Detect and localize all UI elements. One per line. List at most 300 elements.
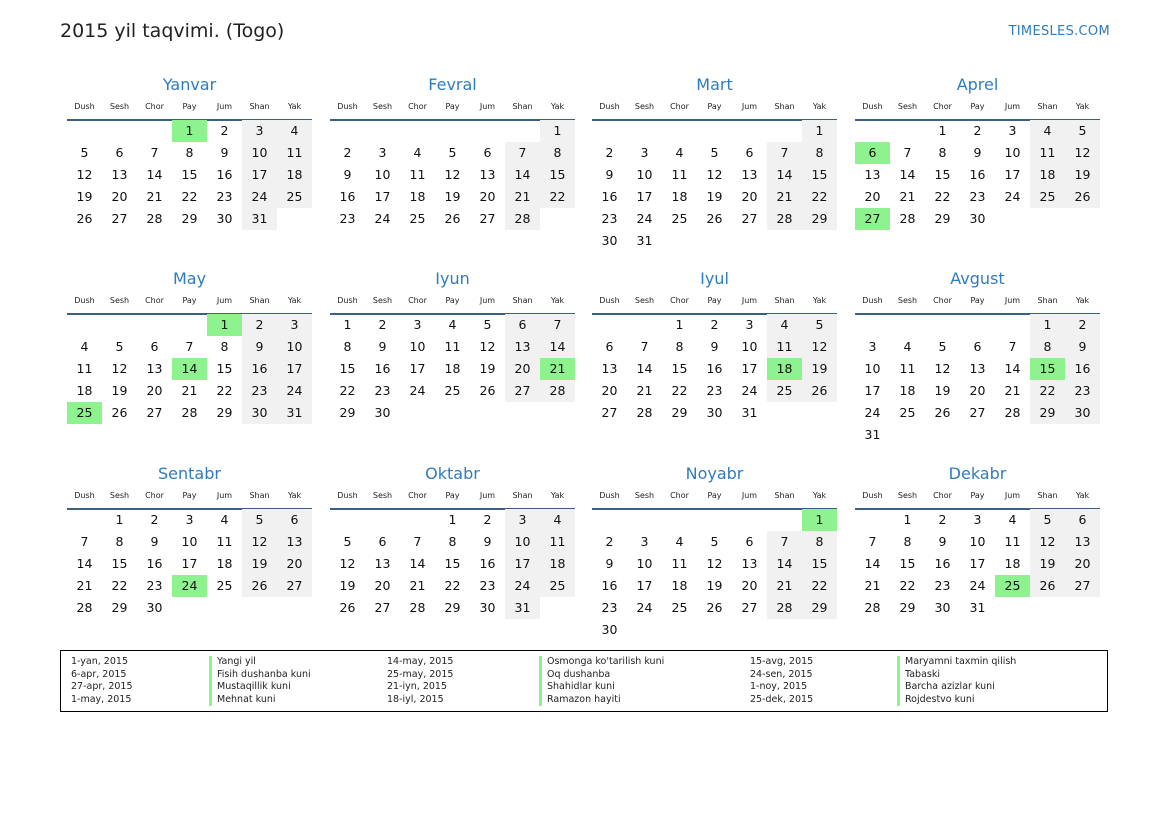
day-cell: 5 — [710, 145, 719, 160]
day-cell: 25 — [1030, 186, 1065, 208]
weekday-label: Pay — [182, 491, 197, 500]
day-cell: 1 — [115, 512, 124, 527]
holiday-day-cell: 25 — [67, 402, 102, 424]
weekday-label: Pay — [445, 491, 460, 500]
day-cell: 16 — [706, 361, 723, 376]
day-cell: 29 — [216, 405, 233, 420]
day-cell: 26 — [76, 211, 93, 226]
weekday-label: Dush — [599, 491, 620, 500]
site-brand-link[interactable]: TIMESLES.COM — [1008, 24, 1110, 39]
day-cell: 10 — [409, 339, 426, 354]
day-cell: 17 — [181, 556, 198, 571]
day-cell: 5 — [115, 339, 124, 354]
day-cell: 18 — [277, 164, 312, 186]
day-cell: 23 — [374, 383, 391, 398]
day-cell: 22 — [216, 383, 233, 398]
day-cell: 6 — [115, 145, 124, 160]
day-cell: 31 — [242, 208, 277, 230]
day-cell: 14 — [409, 556, 426, 571]
day-cell: 29 — [899, 600, 916, 615]
day-cell: 27 — [741, 211, 758, 226]
day-cell: 24 — [636, 600, 653, 615]
day-cell: 16 — [601, 189, 618, 204]
day-cell: 5 — [1030, 509, 1065, 531]
day-cell: 22 — [934, 189, 951, 204]
weekday-label: Dush — [862, 102, 883, 111]
day-cell: 20 — [969, 383, 986, 398]
day-cell: 22 — [111, 578, 128, 593]
day-cell: 3 — [505, 509, 540, 531]
day-cell: 8 — [220, 339, 229, 354]
weekday-label: Dush — [862, 491, 883, 500]
weekday-label: Shan — [774, 491, 795, 500]
weekday-label: Jum — [216, 491, 233, 500]
day-cell: 12 — [339, 556, 356, 571]
legend-dates-3 — [750, 656, 813, 706]
day-cell: 31 — [636, 233, 653, 248]
day-cell: 13 — [741, 167, 758, 182]
day-cell: 27 — [969, 405, 986, 420]
day-cell: 4 — [80, 339, 89, 354]
day-cell: 7 — [767, 531, 802, 553]
holiday-day-cell: 25 — [995, 575, 1030, 597]
day-cell: 23 — [934, 578, 951, 593]
day-cell: 21 — [767, 186, 802, 208]
weekday-label: Jum — [741, 102, 758, 111]
legend-date: 21-iyn, 2015 — [387, 681, 448, 692]
day-cell: 23 — [339, 211, 356, 226]
day-cell: 2 — [378, 317, 387, 332]
day-cell: 12 — [802, 336, 837, 358]
day-cell: 24 — [277, 380, 312, 402]
legend-holiday-name: Yangi yil — [209, 656, 311, 669]
weekday-label: Yak — [812, 102, 827, 111]
weekday-label: Yak — [812, 491, 827, 500]
month-name: Yanvar — [162, 75, 217, 94]
day-cell: 23 — [1065, 380, 1100, 402]
weekday-label: Pay — [445, 102, 460, 111]
day-cell: 3 — [640, 534, 649, 549]
weekday-label: Shan — [249, 491, 270, 500]
day-cell: 12 — [242, 531, 277, 553]
day-cell: 17 — [636, 189, 653, 204]
weekday-label: Yak — [287, 491, 302, 500]
weekday-label: Jum — [479, 102, 496, 111]
day-cell: 31 — [741, 405, 758, 420]
day-cell: 29 — [802, 208, 837, 230]
month-name: Sentabr — [158, 464, 221, 483]
month-name: Noyabr — [685, 464, 744, 483]
day-cell: 27 — [505, 380, 540, 402]
weekday-label: Sesh — [897, 491, 918, 500]
legend-date: 1-yan, 2015 — [71, 656, 128, 667]
day-cell: 19 — [934, 383, 951, 398]
day-cell: 30 — [1065, 402, 1100, 424]
day-cell: 27 — [479, 211, 496, 226]
weekday-label: Sesh — [372, 296, 393, 305]
day-cell: 3 — [868, 339, 877, 354]
day-cell: 3 — [1008, 123, 1017, 138]
day-cell: 7 — [903, 145, 912, 160]
holiday-day-cell: 1 — [172, 120, 207, 142]
legend-date: 6-apr, 2015 — [71, 668, 127, 680]
day-cell: 2 — [605, 534, 614, 549]
day-cell: 9 — [150, 534, 159, 549]
month-divider — [592, 119, 837, 121]
legend-names-1 — [209, 656, 311, 706]
day-cell: 26 — [934, 405, 951, 420]
weekday-label: Shan — [249, 296, 270, 305]
holiday-day-cell: 1 — [802, 509, 837, 531]
holiday-day-cell: 18 — [767, 358, 802, 380]
day-cell: 4 — [220, 512, 229, 527]
weekday-label: Sesh — [109, 296, 130, 305]
day-cell: 7 — [413, 534, 422, 549]
weekday-label: Dush — [337, 102, 358, 111]
day-cell: 19 — [706, 578, 723, 593]
day-cell: 28 — [767, 597, 802, 619]
day-cell: 16 — [601, 578, 618, 593]
day-cell: 22 — [802, 186, 837, 208]
day-cell: 6 — [483, 145, 492, 160]
weekday-label: Dush — [74, 296, 95, 305]
day-cell: 30 — [374, 405, 391, 420]
day-cell: 29 — [671, 405, 688, 420]
weekday-label: Jum — [1004, 491, 1021, 500]
day-cell: 26 — [706, 600, 723, 615]
weekday-label: Sesh — [897, 296, 918, 305]
day-cell: 21 — [864, 578, 881, 593]
day-cell: 11 — [671, 556, 688, 571]
day-cell: 4 — [903, 339, 912, 354]
day-cell: 21 — [636, 383, 653, 398]
day-cell: 6 — [378, 534, 387, 549]
month-name: Fevral — [428, 75, 477, 94]
day-cell: 10 — [636, 556, 653, 571]
weekday-label: Jum — [741, 491, 758, 500]
day-cell: 29 — [934, 211, 951, 226]
weekday-label: Yak — [1075, 102, 1090, 111]
day-cell: 26 — [479, 383, 496, 398]
day-cell: 9 — [605, 556, 614, 571]
weekday-label: Jum — [216, 296, 233, 305]
day-cell: 6 — [505, 314, 540, 336]
day-cell: 4 — [413, 145, 422, 160]
day-cell: 25 — [767, 380, 802, 402]
day-cell: 1 — [802, 120, 837, 142]
day-cell: 30 — [242, 402, 277, 424]
day-cell: 15 — [540, 164, 575, 186]
day-cell: 22 — [339, 383, 356, 398]
day-cell: 1 — [675, 317, 684, 332]
day-cell: 9 — [605, 167, 614, 182]
weekday-label: Chor — [408, 102, 427, 111]
weekday-label: Yak — [550, 102, 565, 111]
holiday-day-cell: 15 — [1030, 358, 1065, 380]
weekday-label: Pay — [707, 491, 722, 500]
day-cell: 12 — [706, 556, 723, 571]
legend-holiday-name: Rojdestvo kuni — [897, 694, 1016, 707]
weekday-label: Chor — [933, 491, 952, 500]
day-cell: 3 — [973, 512, 982, 527]
day-cell: 26 — [111, 405, 128, 420]
day-cell: 13 — [741, 556, 758, 571]
day-cell: 21 — [899, 189, 916, 204]
day-cell: 24 — [409, 383, 426, 398]
day-cell: 21 — [76, 578, 93, 593]
day-cell: 23 — [969, 189, 986, 204]
day-cell: 31 — [864, 427, 881, 442]
weekday-label: Chor — [408, 491, 427, 500]
day-cell: 13 — [864, 167, 881, 182]
day-cell: 4 — [675, 145, 684, 160]
weekday-label: Sesh — [634, 102, 655, 111]
day-cell: 23 — [706, 383, 723, 398]
day-cell: 4 — [277, 120, 312, 142]
day-cell: 2 — [1065, 314, 1100, 336]
day-cell: 21 — [1004, 383, 1021, 398]
day-cell: 3 — [640, 145, 649, 160]
day-cell: 31 — [969, 600, 986, 615]
day-cell: 16 — [934, 556, 951, 571]
legend-date: 24-sen, 2015 — [750, 668, 813, 680]
day-cell: 19 — [479, 361, 496, 376]
legend-dates-1 — [71, 656, 133, 706]
day-cell: 19 — [444, 189, 461, 204]
day-cell: 20 — [277, 553, 312, 575]
day-cell: 4 — [767, 314, 802, 336]
weekday-label: Yak — [287, 102, 302, 111]
day-cell: 26 — [706, 211, 723, 226]
legend-date: 1-noy, 2015 — [750, 681, 808, 692]
day-cell: 11 — [671, 167, 688, 182]
legend-date: 15-avg, 2015 — [750, 656, 814, 667]
day-cell: 2 — [483, 512, 492, 527]
day-cell: 30 — [706, 405, 723, 420]
weekday-label: Chor — [145, 491, 164, 500]
day-cell: 27 — [1065, 575, 1100, 597]
legend-date: 1-may, 2015 — [71, 693, 132, 705]
day-cell: 18 — [409, 189, 426, 204]
day-cell: 16 — [1065, 358, 1100, 380]
day-cell: 30 — [216, 211, 233, 226]
day-cell: 31 — [505, 597, 540, 619]
day-cell: 7 — [640, 339, 649, 354]
day-cell: 7 — [150, 145, 159, 160]
day-cell: 10 — [969, 534, 986, 549]
weekday-label: Pay — [182, 102, 197, 111]
day-cell: 9 — [378, 339, 387, 354]
day-cell: 12 — [1030, 531, 1065, 553]
day-cell: 16 — [146, 556, 163, 571]
day-cell: 1 — [1030, 314, 1065, 336]
day-cell: 24 — [741, 383, 758, 398]
day-cell: 28 — [505, 208, 540, 230]
day-cell: 2 — [938, 512, 947, 527]
legend-names-3 — [897, 656, 1016, 706]
day-cell: 21 — [146, 189, 163, 204]
day-cell: 10 — [864, 361, 881, 376]
day-cell: 9 — [483, 534, 492, 549]
day-cell: 13 — [505, 336, 540, 358]
holiday-day-cell: 21 — [540, 358, 575, 380]
day-cell: 12 — [934, 361, 951, 376]
weekday-label: Chor — [670, 102, 689, 111]
day-cell: 5 — [802, 314, 837, 336]
day-cell: 20 — [1065, 553, 1100, 575]
month-name: Iyun — [435, 269, 470, 288]
day-cell: 11 — [409, 167, 426, 182]
day-cell: 8 — [903, 534, 912, 549]
day-cell: 5 — [710, 534, 719, 549]
day-cell: 30 — [601, 233, 618, 248]
weekday-label: Chor — [670, 296, 689, 305]
weekday-label: Chor — [933, 102, 952, 111]
day-cell: 11 — [540, 531, 575, 553]
weekday-label: Dush — [74, 102, 95, 111]
day-cell: 15 — [671, 361, 688, 376]
month-name: Iyul — [700, 269, 729, 288]
legend-date: 14-may, 2015 — [387, 656, 454, 667]
month-name: Dekabr — [948, 464, 1007, 483]
day-cell: 23 — [216, 189, 233, 204]
day-cell: 17 — [741, 361, 758, 376]
day-cell: 2 — [343, 145, 352, 160]
day-cell: 10 — [741, 339, 758, 354]
day-cell: 26 — [242, 575, 277, 597]
day-cell: 20 — [111, 189, 128, 204]
weekday-label: Jum — [741, 296, 758, 305]
day-cell: 20 — [479, 189, 496, 204]
day-cell: 1 — [540, 120, 575, 142]
day-cell: 23 — [146, 578, 163, 593]
day-cell: 12 — [479, 339, 496, 354]
day-cell: 10 — [242, 142, 277, 164]
legend-names-2 — [539, 656, 664, 706]
day-cell: 9 — [343, 167, 352, 182]
day-cell: 10 — [636, 167, 653, 182]
day-cell: 28 — [76, 600, 93, 615]
day-cell: 19 — [706, 189, 723, 204]
legend-holiday-name: Osmonga ko'tarilish kuni — [539, 656, 664, 669]
day-cell: 8 — [185, 145, 194, 160]
day-cell: 28 — [181, 405, 198, 420]
legend-holiday-name: Oq dushanba — [539, 669, 664, 682]
weekday-label: Yak — [550, 491, 565, 500]
day-cell: 13 — [969, 361, 986, 376]
day-cell: 8 — [115, 534, 124, 549]
weekday-label: Pay — [707, 296, 722, 305]
day-cell: 22 — [1030, 380, 1065, 402]
day-cell: 5 — [483, 317, 492, 332]
day-cell: 15 — [802, 164, 837, 186]
weekday-label: Dush — [862, 296, 883, 305]
legend-holiday-name: Barcha azizlar kuni — [897, 681, 1016, 694]
day-cell: 7 — [868, 534, 877, 549]
day-cell: 21 — [767, 575, 802, 597]
day-cell: 18 — [1030, 164, 1065, 186]
day-cell: 2 — [242, 314, 277, 336]
day-cell: 9 — [973, 145, 982, 160]
day-cell: 14 — [864, 556, 881, 571]
day-cell: 24 — [505, 575, 540, 597]
day-cell: 10 — [505, 531, 540, 553]
day-cell: 30 — [146, 600, 163, 615]
day-cell: 27 — [111, 211, 128, 226]
day-cell: 13 — [601, 361, 618, 376]
weekday-label: Shan — [774, 102, 795, 111]
month-name: Avgust — [950, 269, 1005, 288]
day-cell: 14 — [767, 164, 802, 186]
day-cell: 6 — [745, 145, 754, 160]
day-cell: 28 — [146, 211, 163, 226]
day-cell: 27 — [741, 600, 758, 615]
weekday-label: Yak — [1075, 296, 1090, 305]
day-cell: 18 — [671, 578, 688, 593]
day-cell: 25 — [671, 211, 688, 226]
day-cell: 12 — [706, 167, 723, 182]
day-cell: 16 — [374, 361, 391, 376]
day-cell: 12 — [111, 361, 128, 376]
day-cell: 2 — [220, 123, 229, 138]
day-cell: 8 — [1030, 336, 1065, 358]
day-cell: 20 — [741, 189, 758, 204]
weekday-label: Dush — [599, 102, 620, 111]
day-cell: 15 — [111, 556, 128, 571]
day-cell: 25 — [671, 600, 688, 615]
weekday-label: Sesh — [109, 102, 130, 111]
day-cell: 17 — [409, 361, 426, 376]
day-cell: 18 — [1004, 556, 1021, 571]
weekday-label: Sesh — [634, 491, 655, 500]
day-cell: 4 — [675, 534, 684, 549]
day-cell: 15 — [444, 556, 461, 571]
day-cell: 7 — [767, 142, 802, 164]
day-cell: 16 — [242, 358, 277, 380]
day-cell: 1 — [938, 123, 947, 138]
day-cell: 26 — [802, 380, 837, 402]
day-cell: 17 — [277, 358, 312, 380]
day-cell: 15 — [339, 361, 356, 376]
weekday-label: Shan — [512, 491, 533, 500]
day-cell: 1 — [903, 512, 912, 527]
day-cell: 24 — [969, 578, 986, 593]
day-cell: 8 — [540, 142, 575, 164]
day-cell: 3 — [277, 314, 312, 336]
day-cell: 3 — [745, 317, 754, 332]
day-cell: 16 — [479, 556, 496, 571]
day-cell: 19 — [111, 383, 128, 398]
day-cell: 6 — [277, 509, 312, 531]
day-cell: 26 — [1065, 186, 1100, 208]
month-name: Mart — [696, 75, 733, 94]
legend-holiday-name: Shahidlar kuni — [539, 681, 664, 694]
day-cell: 5 — [242, 509, 277, 531]
day-cell: 18 — [216, 556, 233, 571]
weekday-label: Pay — [970, 102, 985, 111]
day-cell: 26 — [1030, 575, 1065, 597]
day-cell: 31 — [277, 402, 312, 424]
day-cell: 5 — [938, 339, 947, 354]
day-cell: 14 — [1004, 361, 1021, 376]
day-cell: 4 — [1008, 512, 1017, 527]
day-cell: 3 — [185, 512, 194, 527]
day-cell: 25 — [216, 578, 233, 593]
day-cell: 16 — [339, 189, 356, 204]
day-cell: 19 — [1030, 553, 1065, 575]
day-cell: 3 — [242, 120, 277, 142]
holiday-day-cell: 1 — [207, 314, 242, 336]
